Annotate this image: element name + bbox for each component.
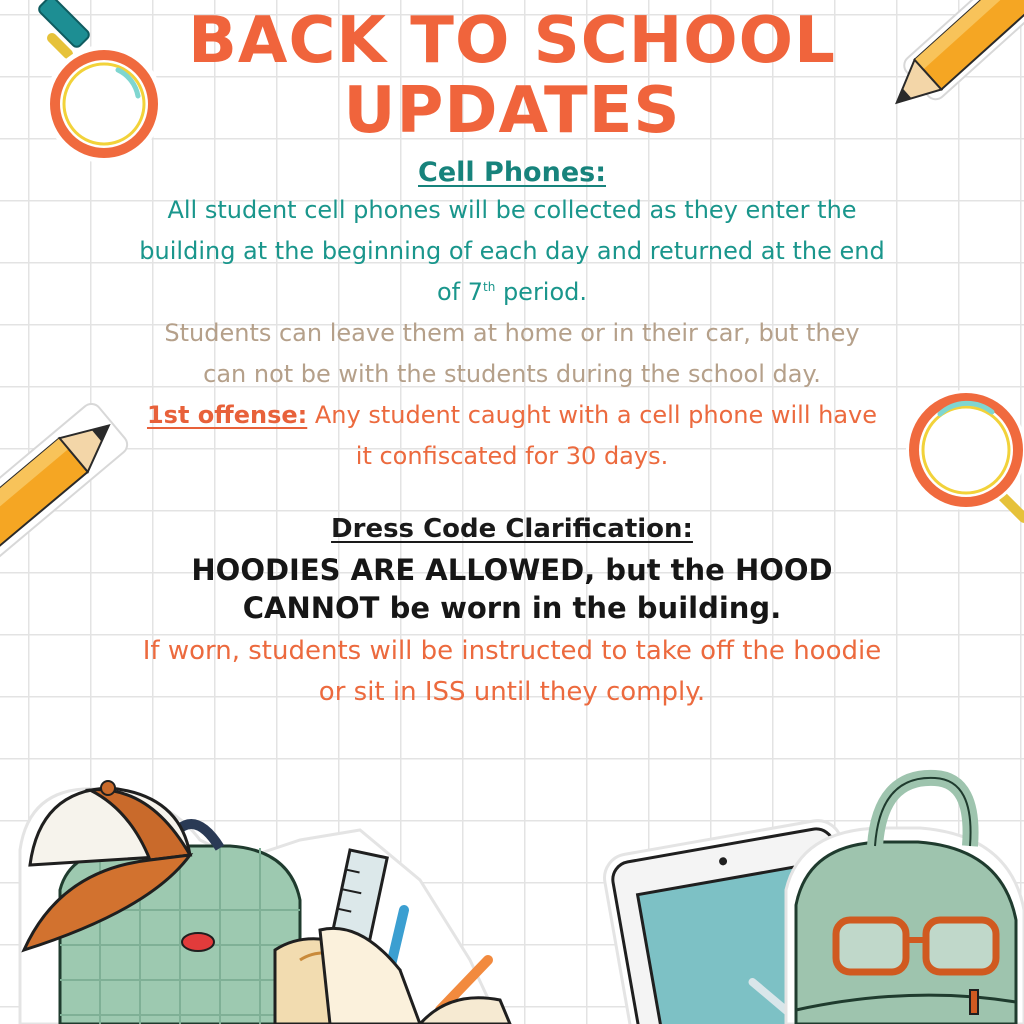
cell-phones-leave-text: Students can leave them at home or in their car, but they can not be with the students during the school day.: [164, 319, 860, 388]
title-line-2: UPDATES: [343, 74, 681, 148]
magnifying-glass-icon: [900, 382, 1024, 542]
title-line-1: BACK TO SCHOOL: [188, 4, 836, 78]
first-offense-text: [130, 395, 894, 477]
cell-phones-collection-text: [130, 190, 894, 313]
dress-code-consequence: If worn, students will be instructed to take off the hoodie or sit in ISS until they comply.: [142, 636, 882, 707]
pencil-icon: [0, 350, 145, 560]
ordinal-suffix: th: [483, 280, 496, 294]
collection-text-end: period.: [495, 278, 588, 306]
first-offense-label: 1st offense:: [146, 401, 308, 429]
backpack-icon: [0, 760, 520, 1024]
dress-code-rule: HOODIES ARE ALLOWED, but the HOOD CANNOT be worn in the building.: [191, 553, 833, 625]
first-offense-description: Any student caught with a cell phone will have it confiscated for 30 days.: [307, 401, 878, 470]
dress-code-heading: Dress Code Clarification:: [331, 514, 693, 544]
cell-phones-heading: Cell Phones:: [418, 157, 606, 188]
collection-text-main: All student cell phones will be collected as they enter the building at the beginning of each day and returned at the end of 7: [139, 196, 885, 306]
cell-phones-section: [130, 156, 894, 477]
flyer-content: [130, 6, 894, 713]
page-title: [130, 6, 894, 146]
dress-code-section: [130, 513, 894, 713]
tablet-backpack-icon: [590, 770, 1024, 1024]
